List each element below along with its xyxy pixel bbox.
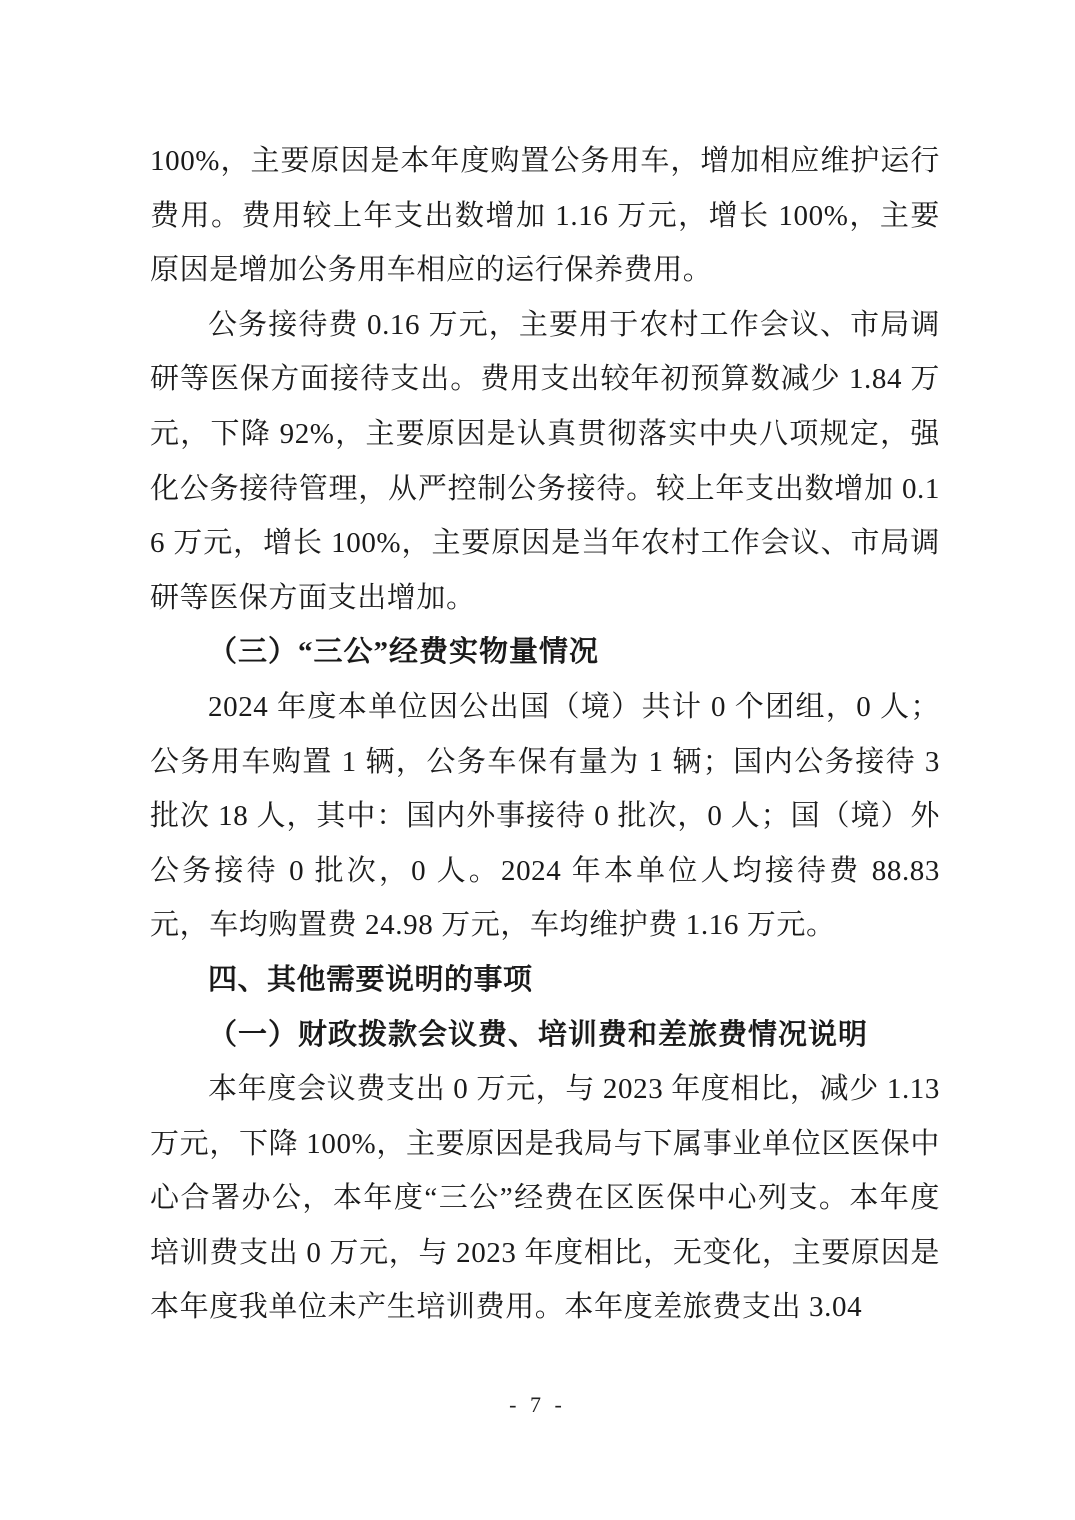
paragraph-vehicle-maintenance-continuation: 100%，主要原因是本年度购置公务用车，增加相应维护运行费用。费用较上年支出数增加 1.16 万元，增长 100%，主要原因是增加公务用车相应的运行保养费用。 bbox=[150, 145, 940, 287]
paragraph-2024-physical-quantity-details: 2024 年度本单位因公出国（境）共计 0 个团组，0 人；公务用车购置 1 辆，公务车保有量为 1 辆；国内公务接待 3 批次 18 人，其中：国内外事接待 0 批次，0 人；国（境）外公务接待 0 批次，0 人。2024 年本单位人均接待费 88.83 元，车均购置费 24.98 万元，车均维护费 1.16 万元。 bbox=[150, 690, 940, 942]
page-number: - 7 - bbox=[509, 1392, 566, 1417]
document-body bbox=[150, 134, 940, 1335]
heading-section-4-other-matters: 四、其他需要说明的事项 bbox=[208, 963, 533, 996]
heading-section-3-three-public-expenses-physical-quantity: （三）“三公”经费实物量情况 bbox=[208, 636, 600, 669]
heading-subsection-1-meeting-training-travel-expenses: （一）财政拨款会议费、培训费和差旅费情况说明 bbox=[208, 1018, 869, 1051]
paragraph-meeting-training-travel-expense-details: 本年度会议费支出 0 万元，与 2023 年度相比，减少 1.13 万元，下降 100%，主要原因是我局与下属事业单位区医保中心合署办公，本年度“三公”经费在区医保中心列支。本年度培训费支出 0 万元，与 2023 年度相比，无变化，主要原因是本年度我单位未产生培训费用。本年度差旅费支出 3.04 bbox=[150, 1073, 940, 1324]
paragraph-official-reception-expense: 公务接待费 0.16 万元，主要用于农村工作会议、市局调研等医保方面接待支出。费用支出较年初预算数减少 1.84 万元，下降 92%，主要原因是认真贯彻落实中央八项规定，强化公务接待管理，从严控制公务接待。较上年支出数增加 0.16 万元，增长 100%，主要原因是当年农村工作会议、市局调研等医保方面支出增加。 bbox=[150, 308, 940, 614]
